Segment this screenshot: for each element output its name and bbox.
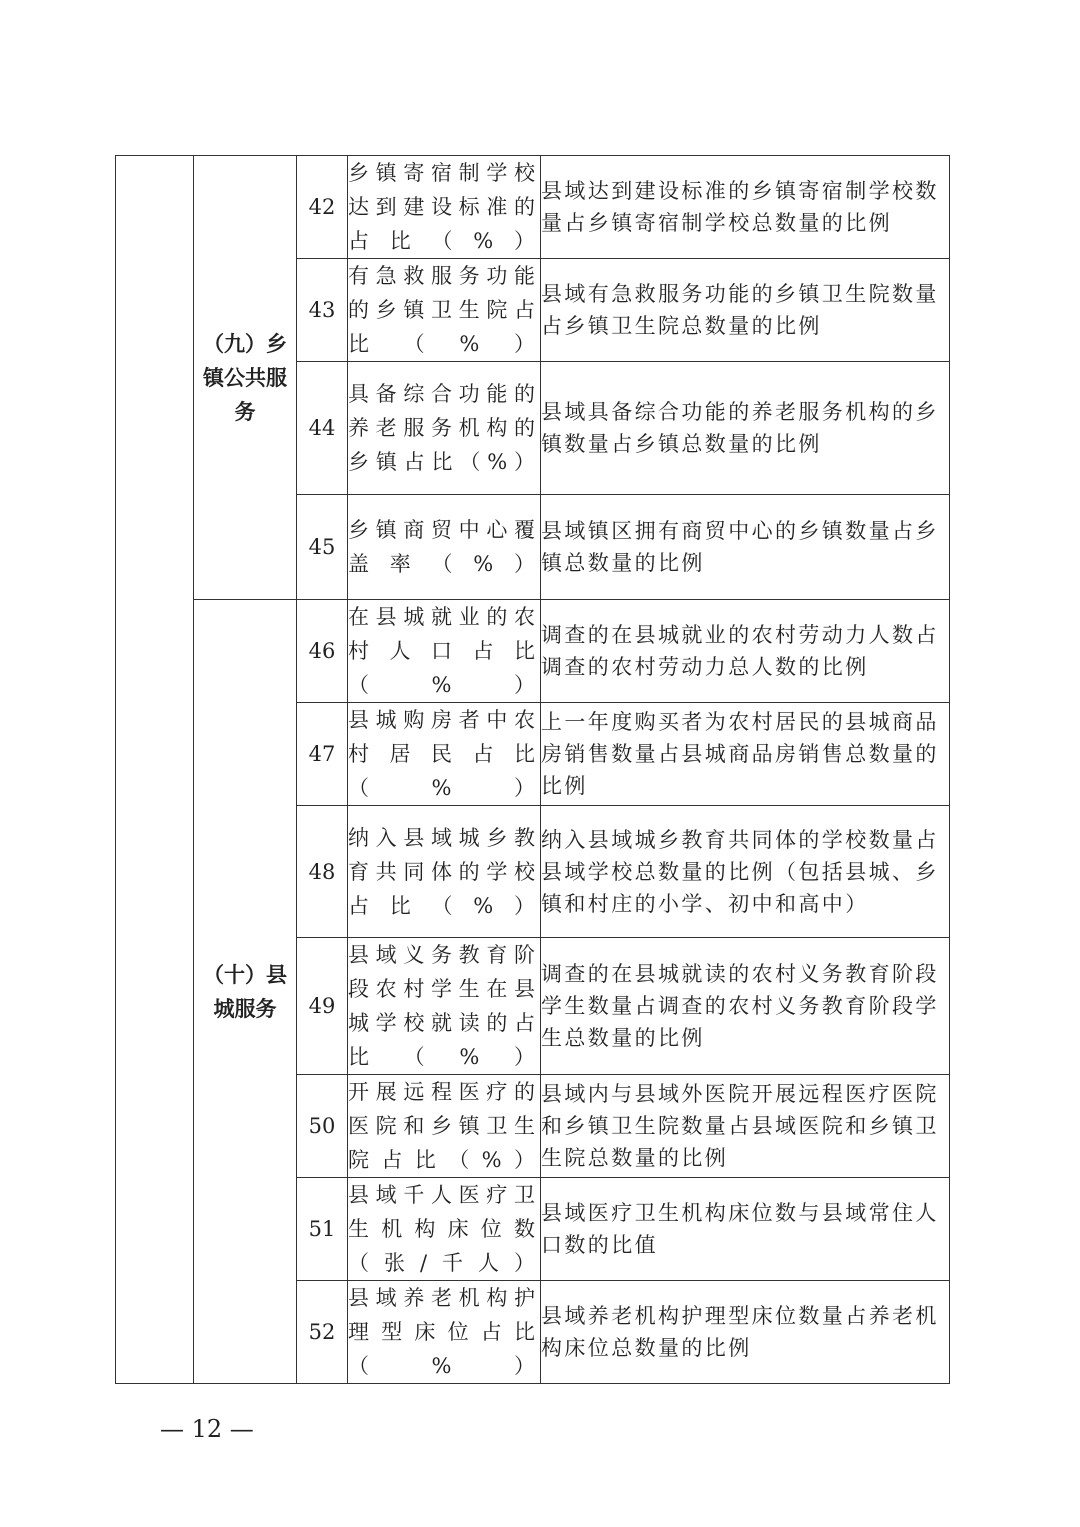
row-number: 52 — [297, 1281, 348, 1384]
row-number: 51 — [297, 1178, 348, 1281]
indicator-name — [348, 703, 541, 806]
indicator-table — [115, 155, 950, 1384]
row-number: 46 — [297, 600, 348, 703]
indicator-name — [348, 156, 541, 259]
row-number: 48 — [297, 806, 348, 938]
row-number: 47 — [297, 703, 348, 806]
indicator-description: 县域医疗卫生机构床位数与县域常住人口数的比值 — [541, 1178, 950, 1281]
indicator-name-text: 纳入县域城乡教育共同体的学校占比（%） — [348, 825, 540, 918]
indicator-description: 县域有急救服务功能的乡镇卫生院数量占乡镇卫生院总数量的比例 — [541, 259, 950, 362]
indicator-name-text: 开展远程医疗的医院和乡镇卫生院占比（%） — [348, 1080, 540, 1172]
indicator-name-text: 县域养老机构护理型床位占比（%） — [348, 1286, 540, 1378]
category-cell: （九）乡镇公共服务 — [194, 156, 297, 600]
indicator-description: 上一年度购买者为农村居民的县城商品房销售数量占县城商品房销售总数量的比例 — [541, 703, 950, 806]
indicator-description: 县域达到建设标准的乡镇寄宿制学校数量占乡镇寄宿制学校总数量的比例 — [541, 156, 950, 259]
indicator-name-text: 县域千人医疗卫生机构床位数（张/千人） — [348, 1183, 540, 1275]
indicator-name — [348, 495, 541, 600]
row-number: 50 — [297, 1075, 348, 1178]
category-cell: （十）县城服务 — [194, 600, 297, 1384]
page-number: — 12 — — [160, 1415, 254, 1443]
indicator-name-text: 乡镇商贸中心覆盖率（%） — [348, 518, 540, 576]
indicator-description: 县域养老机构护理型床位数量占养老机构床位总数量的比例 — [541, 1281, 950, 1384]
indicator-name — [348, 1075, 541, 1178]
row-number: 42 — [297, 156, 348, 259]
indicator-description: 县域具备综合功能的养老服务机构的乡镇数量占乡镇总数量的比例 — [541, 362, 950, 495]
row-number: 43 — [297, 259, 348, 362]
table-row — [116, 600, 950, 703]
indicator-name — [348, 806, 541, 938]
indicator-description: 县域内与县域外医院开展远程医疗医院和乡镇卫生院数量占县域医院和乡镇卫生院总数量的比例 — [541, 1075, 950, 1178]
indicator-name-text: 县域义务教育阶段农村学生在县城学校就读的占比（%） — [348, 943, 540, 1069]
indicator-name-text: 乡镇寄宿制学校达到建设标准的占比（%） — [348, 161, 540, 253]
indicator-name — [348, 362, 541, 495]
indicator-name — [348, 1178, 541, 1281]
table-row — [116, 156, 950, 259]
indicator-name — [348, 1281, 541, 1384]
outer-blank-cell — [116, 156, 194, 1384]
row-number: 45 — [297, 495, 348, 600]
indicator-description: 纳入县域城乡教育共同体的学校数量占县域学校总数量的比例（包括县城、乡镇和村庄的小学、初中和高中） — [541, 806, 950, 938]
indicator-name-text: 有急救服务功能的乡镇卫生院占比（%） — [348, 264, 540, 356]
indicator-description: 调查的在县城就业的农村劳动力人数占调查的农村劳动力总人数的比例 — [541, 600, 950, 703]
indicator-name-text: 具备综合功能的养老服务机构的乡镇占比（%） — [348, 382, 540, 474]
indicator-name — [348, 259, 541, 362]
indicator-name-text: 在县城就业的农村人口占比（%） — [348, 605, 540, 697]
indicator-description: 县域镇区拥有商贸中心的乡镇数量占乡镇总数量的比例 — [541, 495, 950, 600]
indicator-name — [348, 938, 541, 1075]
indicator-description: 调查的在县城就读的农村义务教育阶段学生数量占调查的农村义务教育阶段学生总数量的比例 — [541, 938, 950, 1075]
row-number: 44 — [297, 362, 348, 495]
row-number: 49 — [297, 938, 348, 1075]
indicator-name — [348, 600, 541, 703]
indicator-name-text: 县城购房者中农村居民占比（%） — [348, 708, 540, 800]
